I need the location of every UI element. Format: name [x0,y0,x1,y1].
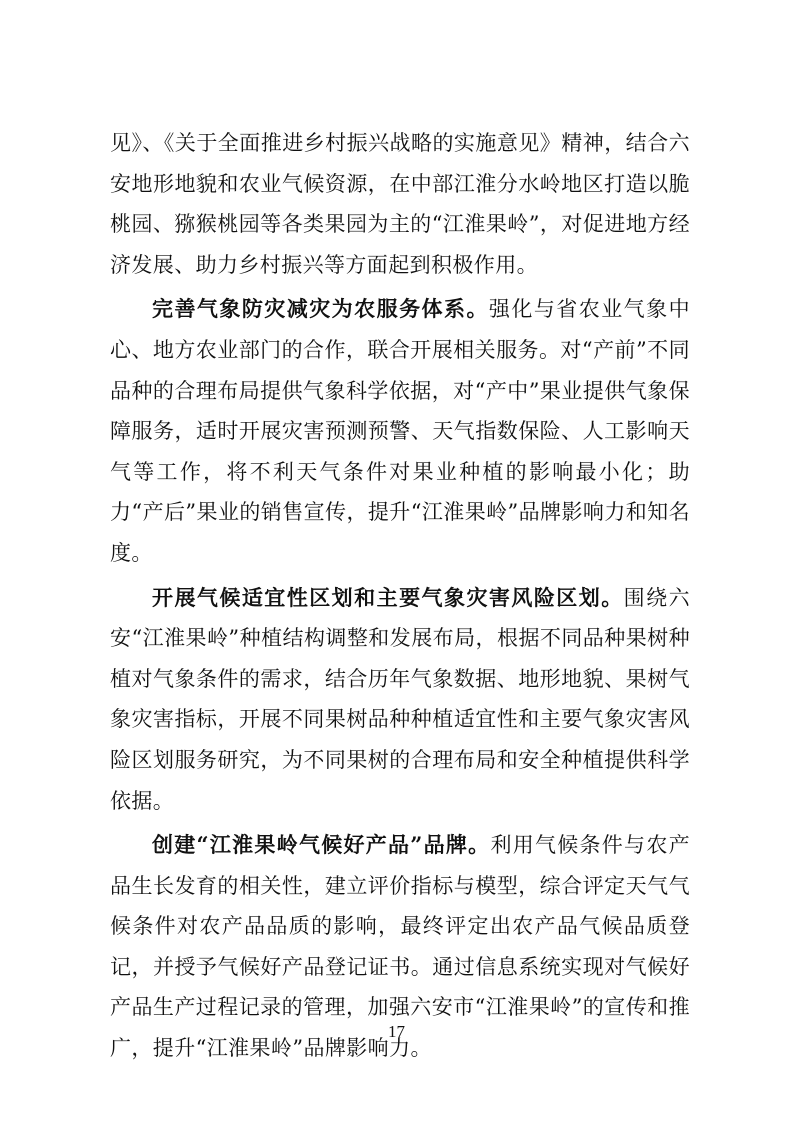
paragraph-text: 强化与省农业气象中心、地方农业部门的合作，联合开展相关服务。对“产前”不同品种的合理布局提供气象科学依据，对“产中”果业提供气象保障服务，适时开展灾害预测预警、天气指数保险、人工影响天气等工作，将不利天气条件对果业种植的影响最小化；助力“产后”果业的销售宣传，提升“江淮果岭”品牌影响力和知名度。 [110,297,690,565]
paragraph-text: 围绕六安“江淮果岭”种植结构调整和发展布局，根据不同品种果树种植对气象条件的需求，结合历年气象数据、地形地貌、果树气象灾害指标，开展不同果树品种种植适宜性和主要气象灾害风险区划服务研究，为不同果树的合理布局和安全种植提供科学依据。 [110,585,690,813]
paragraph-climate-zoning [110,578,690,822]
paragraph-text: 利用气候条件与农产品生长发育的相关性，建立评价指标与模型，综合评定天气气候条件对农产品品质的影响，最终评定出农产品气候品质登记，并授予气候好产品登记证书。通过信息系统实现对气候好产品生产过程记录的管理，加强六安市“江淮果岭”的宣传和推广，提升“江淮果岭”品牌影响力。 [110,833,690,1061]
paragraph-text: 见》、《关于全面推进乡村振兴战略的实施意见》精神，结合六安地形地貌和农业气候资源，在中部江淮分水岭地区打造以脆桃园、猕猴桃园等各类果园为主的“江淮果岭”，对促进地方经济发展、助力乡村振兴等方面起到积极作用。 [110,131,690,277]
body-text [110,123,690,1073]
paragraph-meteorological-service-system [110,289,690,573]
paragraph-continuation [110,123,690,285]
paragraph-heading: 完善气象防灾减灾为农服务体系。 [152,296,489,322]
paragraph-heading: 创建“江淮果岭气候好产品”品牌。 [152,832,491,858]
page-number: 17 [388,1022,405,1041]
paragraph-heading: 开展气候适宜性区划和主要气象灾害风险区划。 [152,584,624,610]
